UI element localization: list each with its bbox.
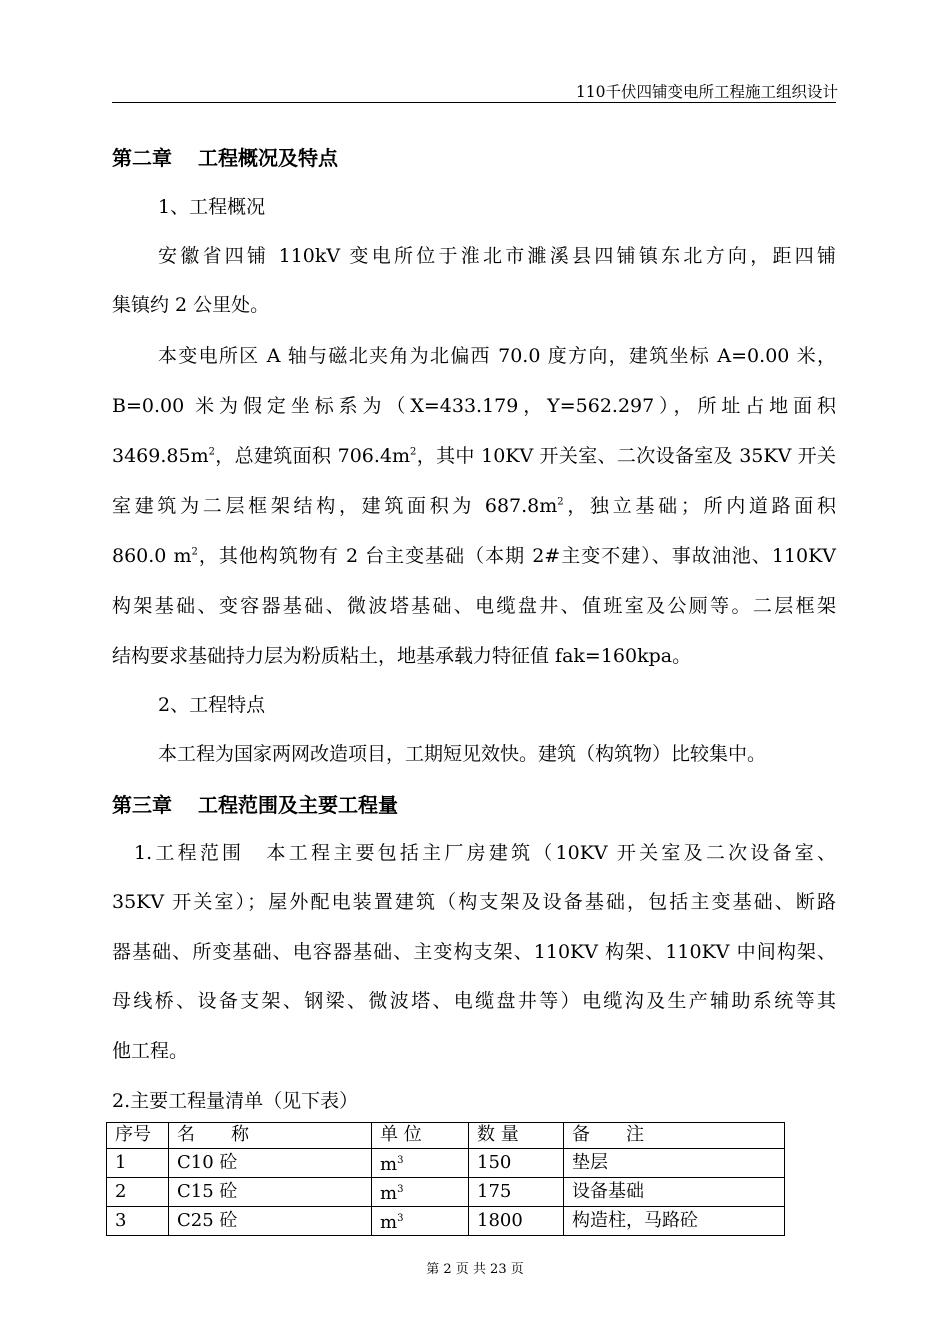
superscript: 2 bbox=[191, 546, 198, 558]
header-cell: 备 注 bbox=[564, 1123, 785, 1149]
table-cell: 设备基础 bbox=[564, 1177, 785, 1206]
table-cell: 构造柱，马路砼 bbox=[564, 1206, 785, 1235]
header-divider bbox=[112, 102, 836, 103]
table-cell: 1800 bbox=[469, 1206, 564, 1235]
paragraph-line bbox=[112, 441, 836, 468]
table-cell: 1 bbox=[107, 1148, 169, 1177]
superscript: 2 bbox=[208, 446, 215, 458]
text-fragment: ，其中 10KV 开关室、二次设备室及 35KV 开关 bbox=[416, 445, 836, 467]
paragraph-line: 本变电所区 A 轴与磁北夹角为北偏西 70.0 度方向，建筑坐标 A=0.00 米， bbox=[158, 345, 836, 367]
table-cell: 175 bbox=[469, 1177, 564, 1206]
table-cell bbox=[372, 1148, 469, 1177]
chapter-2-number: 第二章 bbox=[112, 146, 172, 170]
header-cell: 单 位 bbox=[372, 1123, 469, 1149]
chapter-3-title: 工程范围及主要工程量 bbox=[198, 793, 398, 817]
chapter-3-number: 第三章 bbox=[112, 793, 172, 817]
superscript: 3 bbox=[397, 1183, 404, 1195]
table-cell: 150 bbox=[469, 1148, 564, 1177]
text-fragment: 室建筑为二层框架结构，建筑面积为 687.8m bbox=[112, 495, 558, 517]
superscript: 2 bbox=[410, 446, 417, 458]
table-cell: C15 砼 bbox=[169, 1177, 372, 1206]
chapter-2-title: 工程概况及特点 bbox=[198, 146, 338, 170]
superscript: 3 bbox=[397, 1154, 404, 1166]
paragraph-line: 35KV 开关室）；屋外配电装置建筑（构支架及设备基础，包括主变基础、断路 bbox=[112, 891, 836, 913]
document-header-title: 110千伏四铺变电所工程施工组织设计 bbox=[575, 83, 838, 101]
text-fragment: ，其他构筑物有 2 台主变基础（本期 2#主变不建）、事故油池、110KV bbox=[197, 545, 836, 567]
header-cell: 名 称 bbox=[169, 1123, 372, 1149]
paragraph-line: 安徽省四铺 110kV 变电所位于淮北市濉溪县四铺镇东北方向，距四铺 bbox=[158, 245, 836, 267]
table-cell: 垫层 bbox=[564, 1148, 785, 1177]
paragraph-line bbox=[112, 491, 836, 518]
table-cell: 2 bbox=[107, 1177, 169, 1206]
quantity-table bbox=[106, 1122, 785, 1236]
paragraph-line: 母线桥、设备支架、钢梁、微波塔、电缆盘井等）电缆沟及生产辅助系统等其 bbox=[112, 990, 836, 1012]
table-row bbox=[107, 1177, 785, 1206]
section-1-heading: 1、工程概况 bbox=[158, 196, 266, 218]
table-header-row bbox=[107, 1123, 785, 1149]
text-fragment: 3469.85m bbox=[112, 445, 209, 467]
page-number-footer: 第 2 页 共 23 页 bbox=[426, 1262, 524, 1277]
superscript: 3 bbox=[397, 1212, 404, 1224]
header-cell: 序号 bbox=[107, 1123, 169, 1149]
unit-text: m bbox=[380, 1182, 398, 1204]
paragraph-line: 1.工程范围 本工程主要包括主厂房建筑（10KV 开关室及二次设备室、 bbox=[134, 842, 836, 864]
superscript: 2 bbox=[557, 496, 564, 508]
text-fragment: ，总建筑面积 706.4m bbox=[214, 445, 411, 467]
table-cell: C25 砼 bbox=[169, 1206, 372, 1235]
table-cell bbox=[372, 1206, 469, 1235]
text-fragment: ，独立基础；所内道路面积 bbox=[563, 495, 836, 517]
section-2-heading: 2、工程特点 bbox=[158, 694, 266, 716]
unit-text: m bbox=[380, 1153, 398, 1175]
paragraph-line: B=0.00 米为假定坐标系为（X=433.179，Y=562.297），所址占地面积 bbox=[112, 395, 836, 417]
paragraph-line bbox=[112, 541, 836, 568]
table-cell: 3 bbox=[107, 1206, 169, 1235]
paragraph-line: 结构要求基础持力层为粉质粘土，地基承载力特征值 fak=160kpa。 bbox=[112, 645, 692, 667]
table-cell bbox=[372, 1177, 469, 1206]
paragraph-line: 集镇约 2 公里处。 bbox=[112, 294, 270, 316]
text-fragment: 860.0 m bbox=[112, 545, 192, 567]
paragraph-line: 他工程。 bbox=[112, 1040, 189, 1062]
header-cell: 数 量 bbox=[469, 1123, 564, 1149]
paragraph-line: 本工程为国家两网改造项目，工期短见效快。建筑（构筑物）比较集中。 bbox=[158, 743, 767, 765]
chapter-2-heading bbox=[112, 142, 338, 171]
unit-text: m bbox=[380, 1211, 398, 1233]
table-cell: C10 砼 bbox=[169, 1148, 372, 1177]
table-row bbox=[107, 1148, 785, 1177]
quantity-list-title: 2.主要工程量清单（见下表） bbox=[112, 1090, 359, 1112]
table-row bbox=[107, 1206, 785, 1235]
paragraph-line: 构架基础、变容器基础、微波塔基础、电缆盘井、值班室及公厕等。二层框架 bbox=[112, 595, 836, 617]
chapter-3-heading bbox=[112, 789, 398, 818]
paragraph-line: 器基础、所变基础、电容器基础、主变构支架、110KV 构架、110KV 中间构架、 bbox=[112, 941, 836, 963]
